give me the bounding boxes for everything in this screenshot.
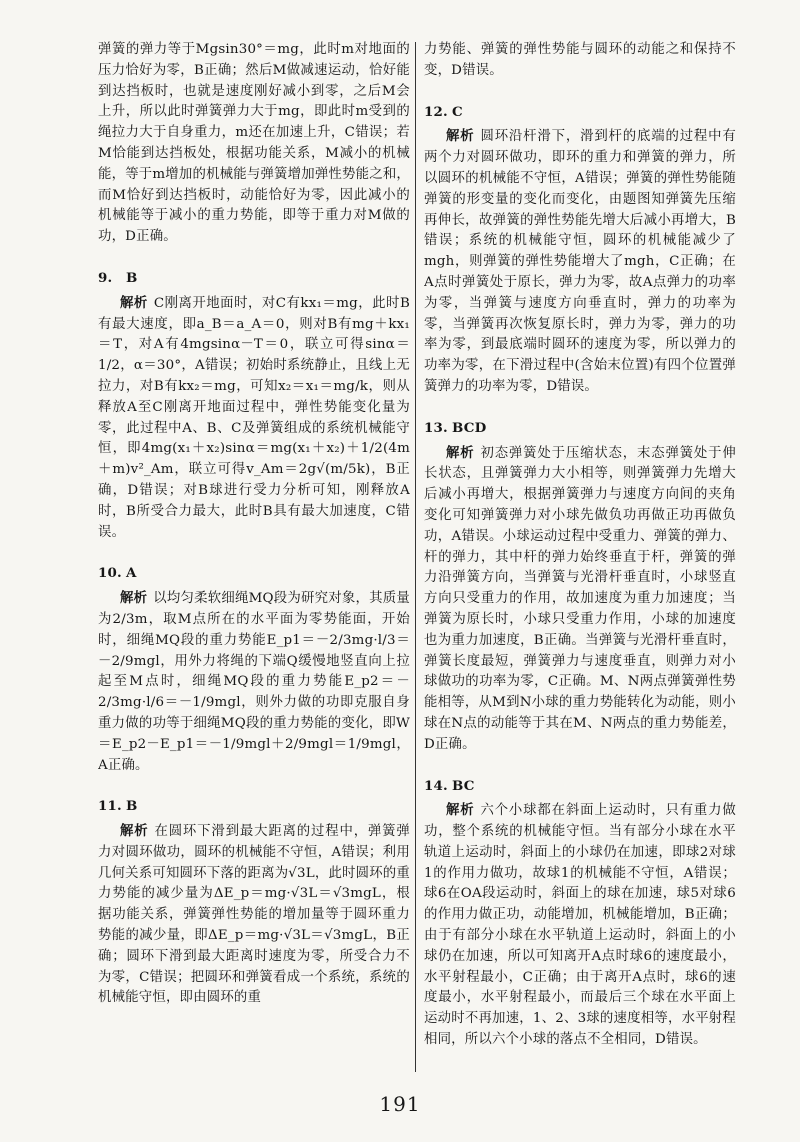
explanation-text: C刚离开地面时，对C有kx₁＝mg，此时B有最大速度，即a_B＝a_A＝0，则对B有mg＋kx₁＝T，对A有4mgsinα－T＝0，联立可得sinα＝1/2，α＝30°，A错误；初始时系统静止，且线上无拉力，对B有kx₂＝mg，可知x₂＝x₁＝mg/k，则从释放A至C刚离开地面过程中，弹性势能变化量为零，此过程中A、B、C及弹簧组成的系统机械能守恒，即4mg(x₁＋x₂)sinα＝mg(x₁＋x₂)＋1/2(4m＋m)v²_Am，联立可得v_Am＝2g√(m/5k)，B正确，D错误；对B球进行受力分析可知，刚释放A时，B所受合力最大，此时B具有最大加速度，C错误。 [98, 295, 410, 540]
item-answer: BC [452, 777, 475, 794]
analysis-label: 解析 [446, 444, 475, 461]
item-explanation [98, 821, 410, 1009]
column-divider [415, 42, 416, 1072]
explanation-text: 初态弹簧处于压缩状态，末态弹簧处于伸长状态，且弹簧弹力大小相等，则弹簧弹力先增大后减小再增大，根据弹簧弹力与速度方向间的夹角变化可知弹簧弹力对小球先做负功再做正功再做负功，A错误。小球运动过程中受重力、弹簧的弹力、杆的弹力，其中杆的弹力始终垂直于杆，弹簧的弹力沿弹簧方向，当弹簧与光滑杆垂直时，小球竖直方向只受重力的作用，故加速度为重力加速度；当弹簧为原长时，小球只受重力作用，小球的加速度也为重力加速度，B正确。当弹簧与光滑杆垂直时，弹簧长度最短，弹簧弹力与速度垂直，则弹力对小球做功的功率为零，C正确。M、N两点弹簧弹性势能相等，从M到N小球的重力势能转化为动能，则小球在N点的动能等于其在M、N两点的重力势能差，D正确。 [424, 445, 736, 752]
right-continuation-text: 力势能、弹簧的弹性势能与圆环的动能之和保持不变，D错误。 [424, 42, 736, 78]
explanation-text: 圆环沿杆滑下，滑到杆的底端的过程中有两个力对圆环做功，即环的重力和弹簧的弹力，所以圆环的机械能不守恒，A错误；弹簧的弹性势能随弹簧的形变量的变化而变化，由题图知弹簧先压缩再伸长，故弹簧的弹性势能先增大后减小再增大，B错误；系统的机械能守恒，圆环的机械能减少了mgh，则弹簧的弹性势能增大了mgh，C正确；在A点时弹簧处于原长，弹力为零，故A点弹力的功率为零，当弹簧与速度方向垂直时，弹力的功率为零，当弹簧再次恢复原长时，弹力为零，弹力的功率为零，到最底端时圆环的速度为零，所以弹力的功率为零，在下滑过程中(含始末位置)有四个位置弹簧弹力的功率为零，D错误。 [424, 129, 736, 394]
page-number: 191 [379, 1092, 421, 1116]
explanation-text: 在圆环下滑到最大距离的过程中，弹簧弹力对圆环做功，圆环的机械能不守恒，A错误；利用几何关系可知圆环下落的距离为√3L，此时圆环的重力势能的减少量为ΔE_p＝mg·√3L＝√3mgL，根据功能关系，弹簧弹性势能的增加量等于圆环重力势能的减少量，即ΔE_p＝mg·√3L＝√3mgL，B正确；圆环下滑到最大距离时速度为零，所受合力不为零，C错误；把圆环和弹簧看成一个系统，系统的机械能守恒，即由圆环的重 [98, 824, 410, 1006]
analysis-label: 解析 [446, 802, 475, 819]
item-answer: BCD [452, 419, 487, 436]
analysis-label: 解析 [120, 294, 148, 311]
item-explanation [98, 588, 410, 776]
item-explanation [424, 800, 736, 1051]
item-number: 10. [98, 565, 122, 582]
right-column [424, 40, 736, 1076]
item-answer: A [126, 565, 137, 582]
item-number: 9. [98, 269, 113, 286]
explanation-text: 以均匀柔软细绳MQ段为研究对象，其质量为2/3m，取M点所在的水平面为零势能面，开始时，细绳MQ段的重力势能E_p1＝－2/3mg·l/3＝－2/9mgl，用外力将绳的下端Q缓慢地竖直向上拉起至M点时，细绳MQ段的重力势能E_p2＝－2/3mg·l/6＝－1/9mgl，则外力做的功即克服自身重力做的功等于细绳MQ段的重力势能的变化，即W＝E_p2－E_p1＝－1/9mgl＋2/9mgl＝1/9mgl，A正确。 [98, 591, 410, 773]
answer-item-12 [424, 102, 736, 398]
left-continuation-text: 弹簧的弹力等于Mgsin30°＝mg，此时m对地面的压力恰好为零，B正确；然后M做减速运动，恰好能到达挡板时，也就是速度刚好减小到零，之后M会上升，所以此时弹簧弹力大于mg，即此时m受到的绳拉力大于自身重力，m还在加速上升，C错误；若M恰能到达挡板处，根据功能关系，M减小的机械能，等于m增加的机械能与弹簧增加弹性势能之和，而M恰好到达挡板时，动能恰好为零，因此减小的机械能等于减小的重力势能，即等于重力对M做的功，D正确。 [98, 42, 410, 245]
item-header [424, 418, 736, 439]
item-answer: B [126, 798, 138, 815]
item-explanation [424, 443, 736, 756]
item-header [424, 776, 736, 797]
answer-item-9 [98, 268, 410, 543]
item-number: 14. [424, 777, 448, 794]
item-header [424, 102, 736, 123]
item-number: 11. [98, 798, 122, 815]
item-answer: C [452, 103, 463, 120]
analysis-label: 解析 [446, 128, 475, 145]
item-explanation [424, 126, 736, 397]
item-header [98, 563, 410, 584]
answer-item-13 [424, 418, 736, 756]
item-header [98, 268, 410, 289]
answer-item-14 [424, 776, 736, 1051]
item-header [98, 796, 410, 817]
item-number: 13. [424, 419, 448, 436]
answer-item-10 [98, 563, 410, 776]
explanation-text: 六个小球都在斜面上运动时，只有重力做功，整个系统的机械能守恒。当有部分小球在水平轨道上运动时，斜面上的小球仍在加速，即球2对球1的作用力做功，故球1的机械能不守恒，A错误；球6在OA段运动时，斜面上的球在加速，球5对球6的作用力做正功，动能增加，机械能增加，B正确；由于有部分小球在水平轨道上运动时，斜面上的小球仍在加速，所以可知离开A点时球6的速度最小，水平射程最小，C正确；由于离开A点时，球6的速度最小，水平射程最小，而最后三个球在水平面上运动时不再加速，1、2、3球的速度相等，水平射程相同，所以六个小球的落点不全相同，D错误。 [424, 803, 736, 1048]
item-number: 12. [424, 103, 448, 120]
analysis-label: 解析 [120, 823, 149, 840]
left-column [98, 40, 410, 1076]
item-explanation [98, 293, 410, 544]
analysis-label: 解析 [120, 590, 148, 607]
answer-item-11 [98, 796, 410, 1009]
item-answer: B [126, 269, 138, 286]
